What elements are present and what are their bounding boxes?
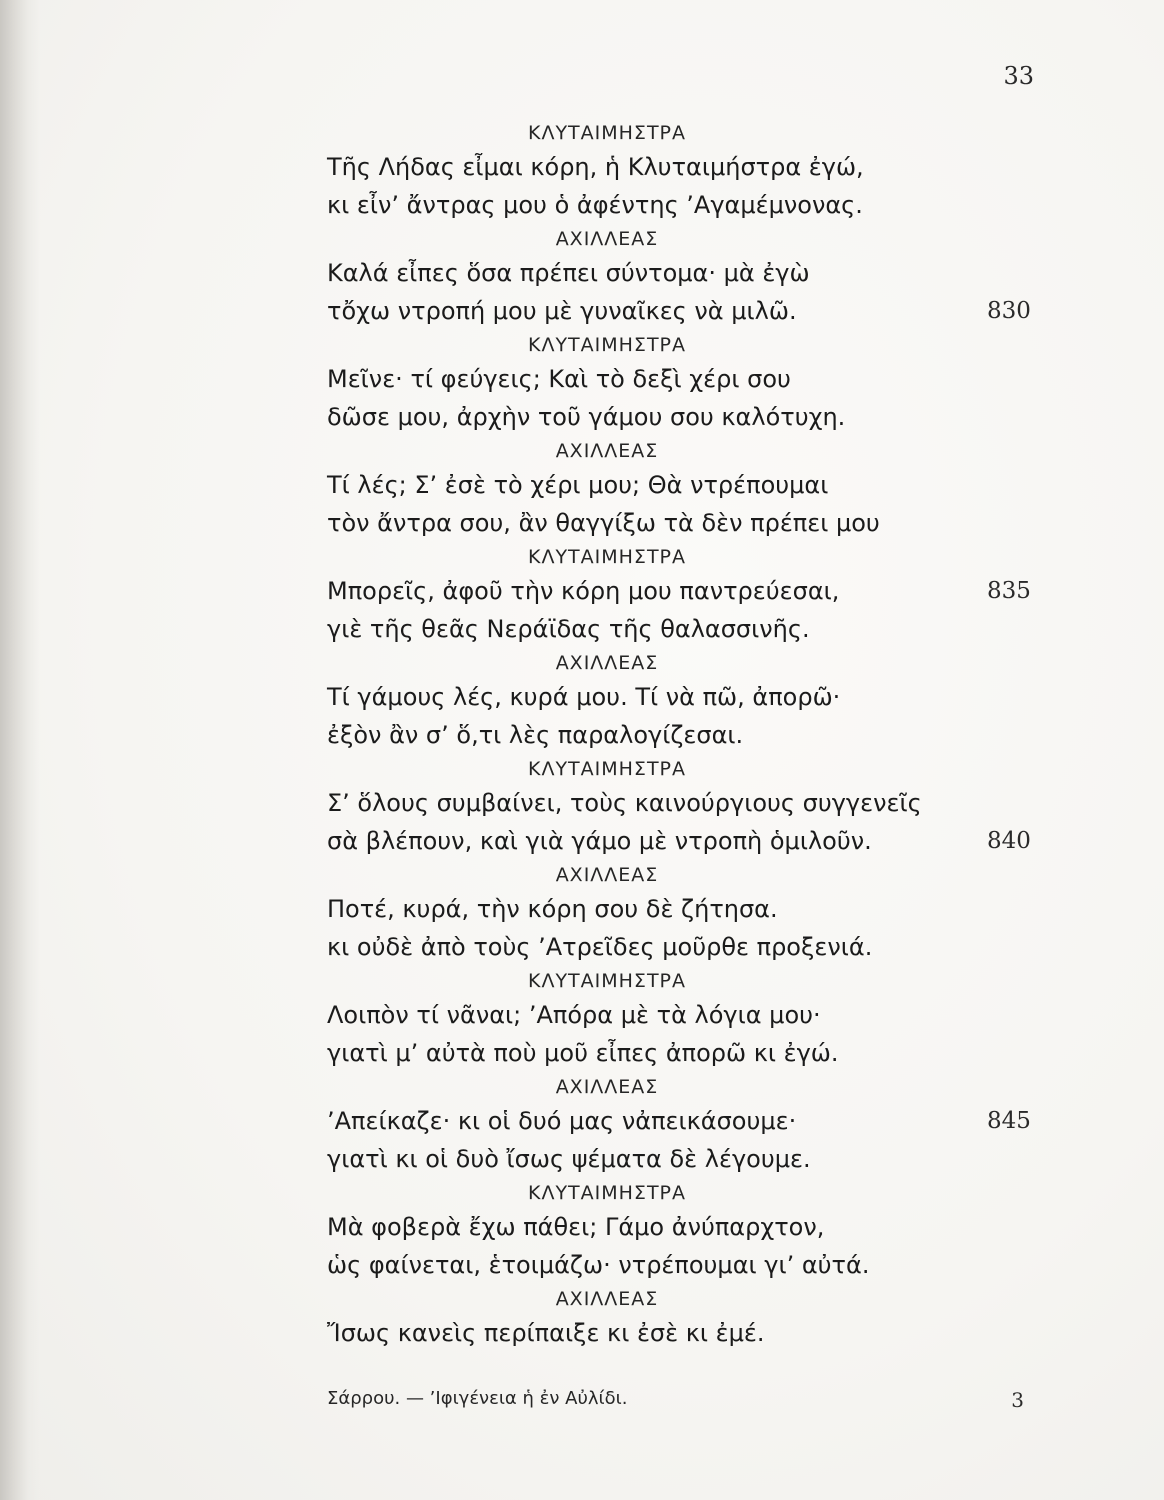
speaker-heading: ΚΛΥΤΑΙΜΗΣΤΡΑ [527,546,687,568]
verse-line [327,928,1047,966]
verse-text: τὄχω ντροπή μου μὲ γυναῖκες νὰ μιλῶ. [327,297,797,325]
verse-line [327,716,1047,754]
verse-text: γιατὶ μ’ αὐτὰ ποὺ μοῦ εἶπες ἀπορῶ κι ἐγώ. [327,1039,839,1067]
verse-text: Σ’ ὅλους συμβαίνει, τοὺς καινούργιους συγγενεῖς [327,789,922,817]
verse-line [327,572,1047,610]
verse-line [327,1208,1047,1246]
verse-text: κι εἶν’ ἄντρας μου ὁ ἀφέντης ’Αγαμέμνονας. [327,191,863,219]
verse-line [327,610,1047,648]
verse-text: Τί γάμους λές, κυρά μου. Τί νὰ πῶ, ἀπορῶ· [327,683,841,711]
verse-line [327,1102,1047,1140]
speaker-heading: ΚΛΥΤΑΙΜΗΣΤΡΑ [527,970,687,992]
running-footer-title: Σάρρου. — ’Ιφιγένεια ἡ ἐν Αὐλίδι. [327,1388,628,1409]
verse-line [327,890,1047,928]
verse-text: Μὰ φοβερὰ ἔχω πάθει; Γάμο ἀνύπαρχτον, [327,1213,825,1241]
speaker-heading: ΑΧΙΛΛΕΑΣ [555,440,659,462]
verse-line [327,822,1047,860]
line-number: 830 [987,298,1031,324]
speaker-heading: ΚΛΥΤΑΙΜΗΣΤΡΑ [527,758,687,780]
verse-text: Τῆς Λήδας εἶμαι κόρη, ἡ Κλυταιμήστρα ἐγώ, [327,153,864,181]
speaker-heading: ΚΛΥΤΑΙΜΗΣΤΡΑ [527,1182,687,1204]
speaker-heading: ΑΧΙΛΛΕΑΣ [555,1288,659,1310]
verse-text: σὰ βλέπουν, καὶ γιὰ γάμο μὲ ντροπὴ ὁμιλοῦν. [327,827,872,855]
verse-text: δῶσε μου, ἀρχὴν τοῦ γάμου σου καλότυχη. [327,403,846,431]
verse-text: τὸν ἄντρα σου, ἂν θαγγίξω τὰ δὲν πρέπει μου [327,509,880,537]
verse-line [327,398,1047,436]
verse-text: Καλά εἶπες ὅσα πρέπει σύντομα· μὰ ἐγὼ [327,259,810,287]
verse-text: ’Απείκαζε· κι οἱ δυό μας νἀπεικάσουμε· [327,1107,797,1135]
verse-line [327,784,1047,822]
page-binding-edge [0,0,40,1500]
line-number: 845 [987,1108,1031,1134]
verse-text: Λοιπὸν τί νᾶναι; ’Απόρα μὲ τὰ λόγια μου· [327,1001,821,1029]
verse-text: ἐξὸν ἂν σ’ ὅ,τι λὲς παραλογίζεσαι. [327,721,744,749]
printer-signature-mark: 3 [1011,1388,1024,1412]
verse-line [327,1140,1047,1178]
speaker-heading: ΑΧΙΛΛΕΑΣ [555,864,659,886]
line-number: 835 [987,578,1031,604]
verse-text: γιατὶ κι οἱ δυὸ ἴσως ψέματα δὲ λέγουμε. [327,1145,811,1173]
verse-line [327,1246,1047,1284]
verse-text: γιὲ τῆς θεᾶς Νεράϊδας τῆς θαλασσινῆς. [327,615,810,643]
page-number: 33 [1003,62,1034,90]
verse-line [327,1314,1047,1352]
verse-block [327,118,1047,1352]
verse-line [327,1034,1047,1072]
speaker-heading: ΚΛΥΤΑΙΜΗΣΤΡΑ [527,334,687,356]
speaker-heading: ΑΧΙΛΛΕΑΣ [555,228,659,250]
verse-text: Ποτέ, κυρά, τὴν κόρη σου δὲ ζήτησα. [327,895,778,923]
verse-line [327,186,1047,224]
verse-text: κι οὐδὲ ἀπὸ τοὺς ’Ατρεῖδες μοῦρθε προξενιά. [327,933,873,961]
verse-line [327,504,1047,542]
speaker-heading: ΑΧΙΛΛΕΑΣ [555,652,659,674]
verse-line [327,254,1047,292]
speaker-heading: ΚΛΥΤΑΙΜΗΣΤΡΑ [527,122,687,144]
line-number: 840 [987,828,1031,854]
verse-line [327,360,1047,398]
verse-text: Ἴσως κανεὶς περίπαιξε κι ἐσὲ κι ἐμέ. [327,1319,765,1347]
verse-text: Τί λές; Σ’ ἐσὲ τὸ χέρι μου; Θὰ ντρέπουμαι [327,471,829,499]
verse-text: ὡς φαίνεται, ἑτοιμάζω· ντρέπουμαι γι’ αὐτά. [327,1251,870,1279]
verse-line [327,148,1047,186]
verse-line [327,678,1047,716]
verse-line [327,292,1047,330]
verse-line [327,466,1047,504]
verse-text: Μεῖνε· τί φεύγεις; Καὶ τὸ δεξὶ χέρι σου [327,365,791,393]
speaker-heading: ΑΧΙΛΛΕΑΣ [555,1076,659,1098]
verse-line [327,996,1047,1034]
verse-text: Μπορεῖς, ἀφοῦ τὴν κόρη μου παντρεύεσαι, [327,577,840,605]
